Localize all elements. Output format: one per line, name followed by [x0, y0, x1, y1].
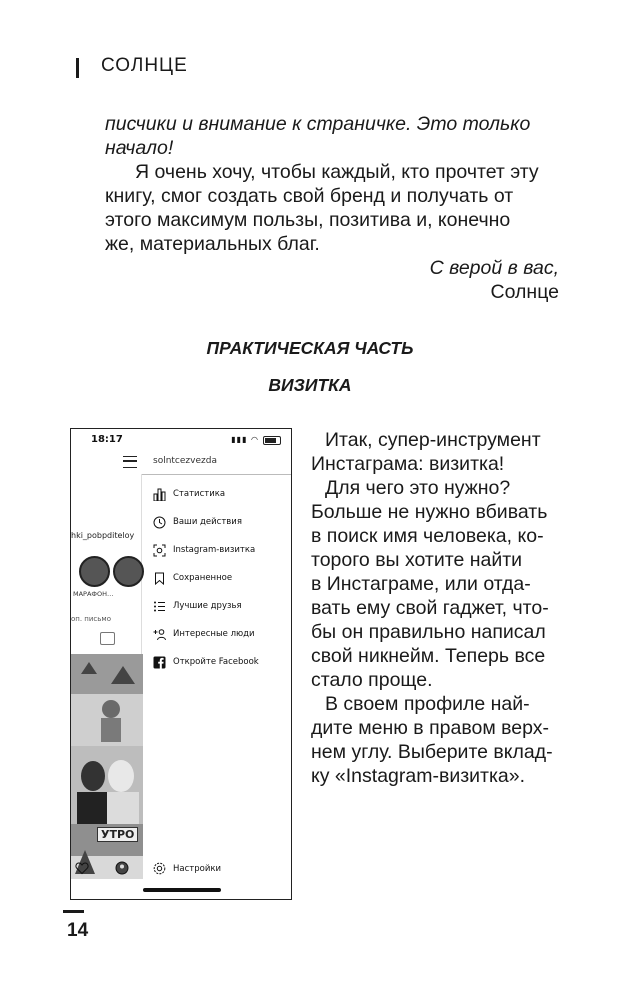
signal-wifi-icon: ▮▮▮ ◠ [231, 435, 259, 444]
menu-item-label: Интересные люди [173, 629, 255, 639]
close-friends-list-icon [153, 600, 166, 613]
profile-username: solntcezvezda [153, 456, 217, 466]
body-line: Инстаграма: визитка! [311, 453, 505, 475]
intro-line: же, материальных благ. [105, 233, 320, 255]
body-line: Итак, супер-инструмент [325, 429, 541, 451]
body-line: в поиск имя человека, ко- [311, 525, 544, 547]
menu-item-label: Instagram-визитка [173, 545, 256, 555]
settings-label: Настройки [173, 863, 222, 874]
menu-item-your-activity[interactable] [153, 511, 242, 533]
running-title: СОЛНЦЕ [101, 55, 188, 76]
body-line: В своем профиле най- [325, 693, 530, 715]
home-indicator [143, 888, 221, 892]
menu-item-label: Статистика [173, 489, 226, 499]
intro-line: начало! [105, 137, 174, 159]
body-line: вать ему свой гаджет, что- [311, 597, 549, 619]
profile-handle: hki_pobpditeloy [71, 531, 135, 540]
status-time: 18:17 [91, 434, 123, 445]
subsection-heading: ВИЗИТКА [268, 375, 352, 395]
section-heading: ПРАКТИЧЕСКАЯ ЧАСТЬ [206, 338, 414, 358]
photo-tile[interactable] [71, 654, 143, 746]
photo-tile[interactable] [71, 746, 143, 824]
header-rule [76, 58, 79, 78]
bar-chart-icon [153, 488, 166, 501]
intro-line: Я очень хочу, чтобы каждый, кто прочтет эту [135, 161, 539, 183]
menu-item-label: Лучшие друзья [173, 601, 242, 611]
story-highlight[interactable] [79, 556, 110, 587]
menu-item-saved[interactable] [153, 567, 232, 589]
body-line: нем углу. Выберите вклад- [311, 741, 553, 763]
story-label: МАРАФОН… [73, 590, 114, 598]
profile-avatar-icon[interactable] [115, 861, 129, 875]
menu-item-statistics[interactable] [153, 483, 225, 505]
page-number: 14 [67, 920, 89, 941]
menu-item-facebook[interactable] [153, 651, 259, 673]
body-line: Для чего это нужно? [325, 477, 511, 499]
profile-background-strip [71, 474, 141, 874]
nametag-icon [153, 544, 166, 557]
menu-burger-icon[interactable] [123, 456, 137, 468]
phone-screenshot [70, 428, 292, 900]
menu-item-label: Откройте Facebook [173, 657, 259, 667]
signoff: С верой в вас, [429, 257, 559, 279]
intro-line: этого максимум пользы, позитива и, конечно [105, 209, 511, 231]
activity-clock-icon [153, 516, 166, 529]
add-person-icon [153, 628, 166, 641]
gear-icon [153, 862, 166, 875]
body-line: свой никнейм. Теперь все [311, 645, 546, 667]
folio-rule [63, 910, 84, 913]
bookmark-icon [153, 572, 166, 585]
intro-line: книгу, смог создать свой бренд и получать от [105, 185, 514, 207]
menu-item-settings[interactable] [153, 862, 221, 875]
body-line: в Инстаграме, или отда- [311, 573, 531, 595]
body-line: торого вы хотите найти [311, 549, 523, 571]
battery-icon [263, 436, 281, 445]
menu-item-label: Ваши действия [173, 517, 242, 527]
menu-divider [141, 474, 291, 475]
email-link[interactable]: оп. письмо [71, 615, 111, 623]
signature: Солнце [490, 281, 559, 303]
body-line: Больше не нужно вбивать [311, 501, 548, 523]
tagged-photos-icon[interactable] [100, 632, 115, 645]
intro-line: писчики и внимание к страничке. Это только [105, 113, 531, 135]
body-line: стало проще. [311, 669, 433, 691]
menu-item-close-friends[interactable] [153, 595, 242, 617]
menu-item-nametag[interactable] [153, 539, 255, 561]
body-line: дите меню в правом верх- [311, 717, 549, 739]
photo-caption: УТРО [97, 827, 138, 842]
heart-icon[interactable] [75, 861, 89, 875]
menu-item-label: Сохраненное [173, 573, 233, 583]
menu-item-discover-people[interactable] [153, 623, 255, 645]
facebook-icon [153, 656, 166, 669]
story-highlight[interactable] [113, 556, 144, 587]
body-line: ку «Instagram-визитка». [311, 765, 526, 787]
body-line: бы он правильно написал [311, 621, 546, 643]
